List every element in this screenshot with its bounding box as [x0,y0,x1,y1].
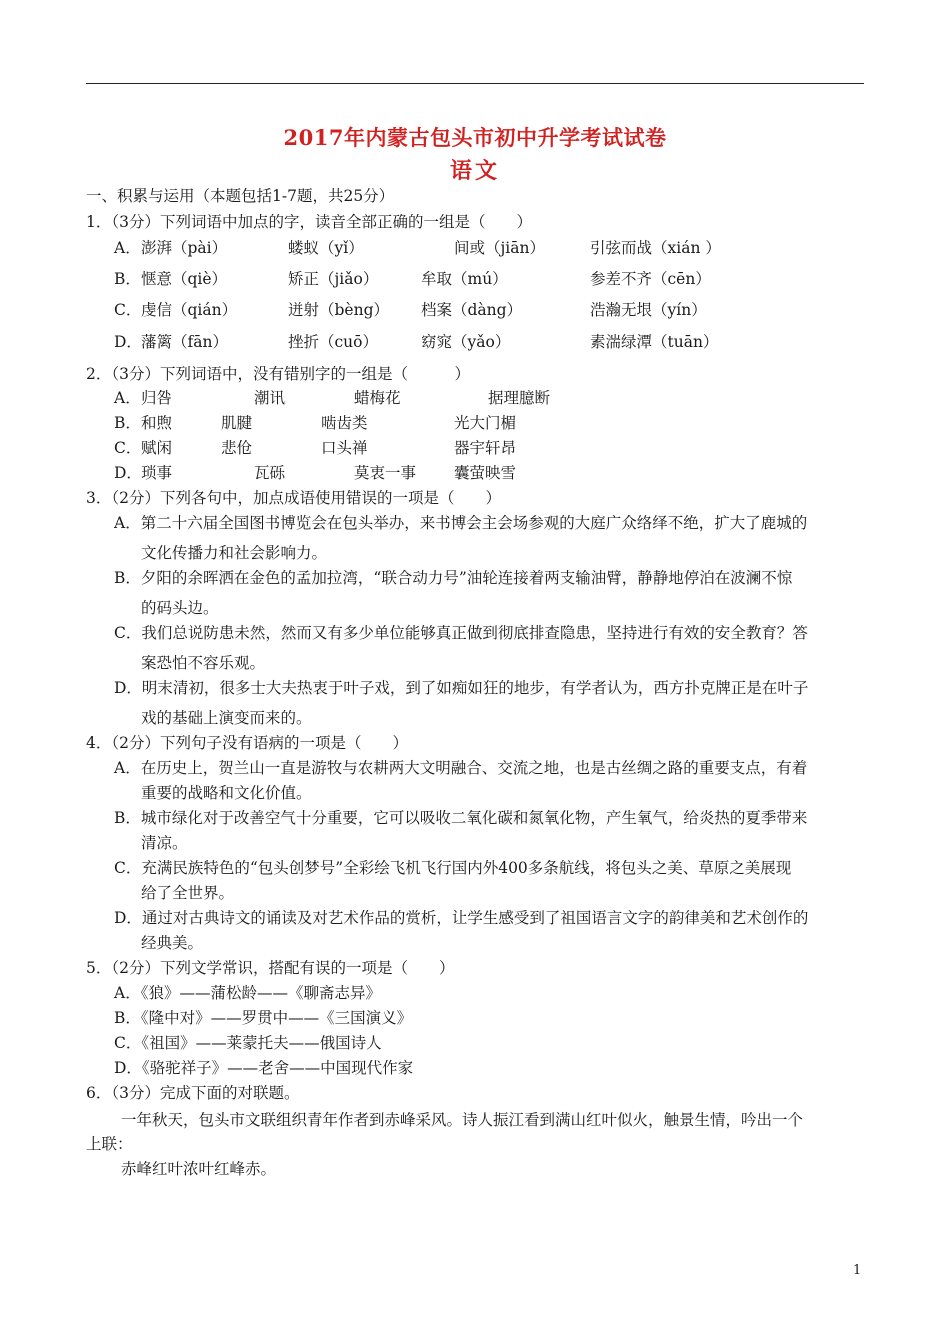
header-rule [86,83,864,84]
q3-option-a-cont: 文化传播力和社会影响力。 [141,544,328,562]
q1-option-item: 参差不齐（cēn） [590,270,711,288]
q1-option-label: A． [114,239,141,257]
q5-option-c: C．《祖国》——莱蒙托夫——俄国诗人 [114,1034,382,1052]
q1-option-item: 迸射（bèng） [288,301,390,319]
q4-option-c-cont: 给了全世界。 [141,884,235,902]
q2-option-item: 和煦 [141,414,173,432]
q2-option-item: 琐事 [141,464,173,482]
q1-option-item: 惬意（qiè） [141,270,228,288]
q2-option-item: 瓦砾 [254,464,286,482]
q1-option-item: 蝼蚁（yǐ） [288,239,364,257]
q2-option-item: 肌腱 [221,414,253,432]
q2-option-item: 囊萤映雪 [454,464,517,482]
q3-option-a: A．第二十六届全国图书博览会在包头举办，来书博会主会场参观的大庭广众络绎不绝，扩大了鹿城的 [114,514,808,532]
q2-option-label: C． [114,439,142,457]
q5-option-d: D．《骆驼祥子》——老舍——中国现代作家 [114,1059,414,1077]
q6-paragraph-cont: 上联： [86,1135,133,1153]
q1-stem: 1．（3分）下列词语中加点的字，读音全部正确的一组是（ ） [86,213,532,231]
q1-option-item: 矫正（jiǎo） [288,270,379,288]
q4-stem: 4．（2分）下列句子没有语病的一项是（ ） [86,734,408,752]
q2-option-item: 赋闲 [141,439,173,457]
q1-option-label: D． [114,333,142,351]
q2-option-label: B． [114,414,141,432]
q2-option-label: A． [114,389,141,407]
q1-option-item: 澎湃（pài） [141,239,228,257]
q2-stem: 2．（3分）下列词语中，没有错别字的一组是（ ） [86,365,470,383]
q4-option-d-cont: 经典美。 [141,934,204,952]
q3-option-d: D．明末清初，很多士大夫热衷于叶子戏，到了如痴如狂的地步，有学者认为，西方扑克牌正是在叶子 [114,679,809,697]
q2-option-label: D． [114,464,142,482]
q2-option-item: 蜡梅花 [354,389,401,407]
exam-subject: 语文 [449,158,500,184]
q4-option-c: C．充满民族特色的“包头创梦号”全彩绘飞机飞行国内外400多条航线，将包头之美、草原之美展现 [114,859,792,877]
q5-option-b: B．《隆中对》——罗贯中——《三国演义》 [114,1009,413,1027]
q1-option-item: 藩篱（fān） [141,333,228,351]
q3-option-d-cont: 戏的基础上演变而来的。 [141,709,312,727]
q1-option-item: 挫折（cuō） [288,333,378,351]
q2-option-item: 据理臆断 [488,389,551,407]
q5-option-a: A．《狼》——蒲松龄——《聊斋志异》 [114,984,381,1002]
q2-option-item: 口头禅 [321,439,368,457]
q4-option-a: A．在历史上，贺兰山一直是游牧与农耕两大文明融合、交流之地，也是古丝绸之路的重要支点，有着 [114,759,808,777]
q4-option-a-cont: 重要的战略和文化价值。 [141,784,312,802]
q3-option-c-cont: 案恐怕不容乐观。 [141,654,266,672]
q1-option-label: B． [114,270,141,288]
q1-option-item: 牟取（mú） [421,270,508,288]
q6-stem: 6．（3分）完成下面的对联题。 [86,1084,300,1102]
q4-option-b-cont: 清凉。 [141,834,188,852]
q2-option-item: 莫衷一事 [354,464,417,482]
q1-option-item: 浩瀚无垠（yín） [590,301,707,319]
q2-option-item: 潮讯 [254,389,286,407]
q2-option-item: 光大门楣 [454,414,517,432]
q2-option-item: 归咎 [141,389,173,407]
q4-option-d: D．通过对古典诗文的诵读及对艺术作品的赏析，让学生感受到了祖国语言文字的韵律美和艺术创作的 [114,909,809,927]
q3-stem: 3．（2分）下列各句中，加点成语使用错误的一项是（ ） [86,489,501,507]
q6-couplet: 赤峰红叶浓叶红峰赤。 [121,1160,277,1178]
q1-option-item: 间或（jiān） [454,239,545,257]
q3-option-c: C．我们总说防患未然，然而又有多少单位能够真正做到彻底排查隐患，坚持进行有效的安全教育？答 [114,624,808,642]
q4-option-b: B．城市绿化对于改善空气十分重要，它可以吸收二氧化碳和氮氧化物，产生氧气，给炎热的夏季带来 [114,809,808,827]
q5-stem: 5．（2分）下列文学常识，搭配有误的一项是（ ） [86,959,455,977]
q1-option-item: 引弦而战（xián ） [590,239,721,257]
q3-option-b-cont: 的码头边。 [141,599,219,617]
q2-option-item: 啮齿类 [321,414,368,432]
q1-option-item: 素湍绿潭（tuān） [590,333,719,351]
q1-option-item: 窈窕（yǎo） [421,333,511,351]
q3-option-b: B．夕阳的余晖洒在金色的孟加拉湾，“联合动力号”油轮连接着两支输油臂，静静地停泊在波澜不惊 [114,569,793,587]
page-number: 1 [853,1263,862,1278]
q1-option-item: 虔信（qián） [141,301,238,319]
section-heading: 一、积累与运用（本题包括1-7题，共25分） [86,187,395,205]
q2-option-item: 悲伧 [221,439,253,457]
exam-title: 2017年内蒙古包头市初中升学考试试卷 [283,125,667,150]
q2-option-item: 器宇轩昂 [454,439,517,457]
q1-option-label: C． [114,301,142,319]
q6-paragraph: 一年秋天，包头市文联组织青年作者到赤峰采风。诗人振江看到满山红叶似火，触景生情，吟出一个 [121,1111,804,1129]
q1-option-item: 档案（dàng） [421,301,523,319]
